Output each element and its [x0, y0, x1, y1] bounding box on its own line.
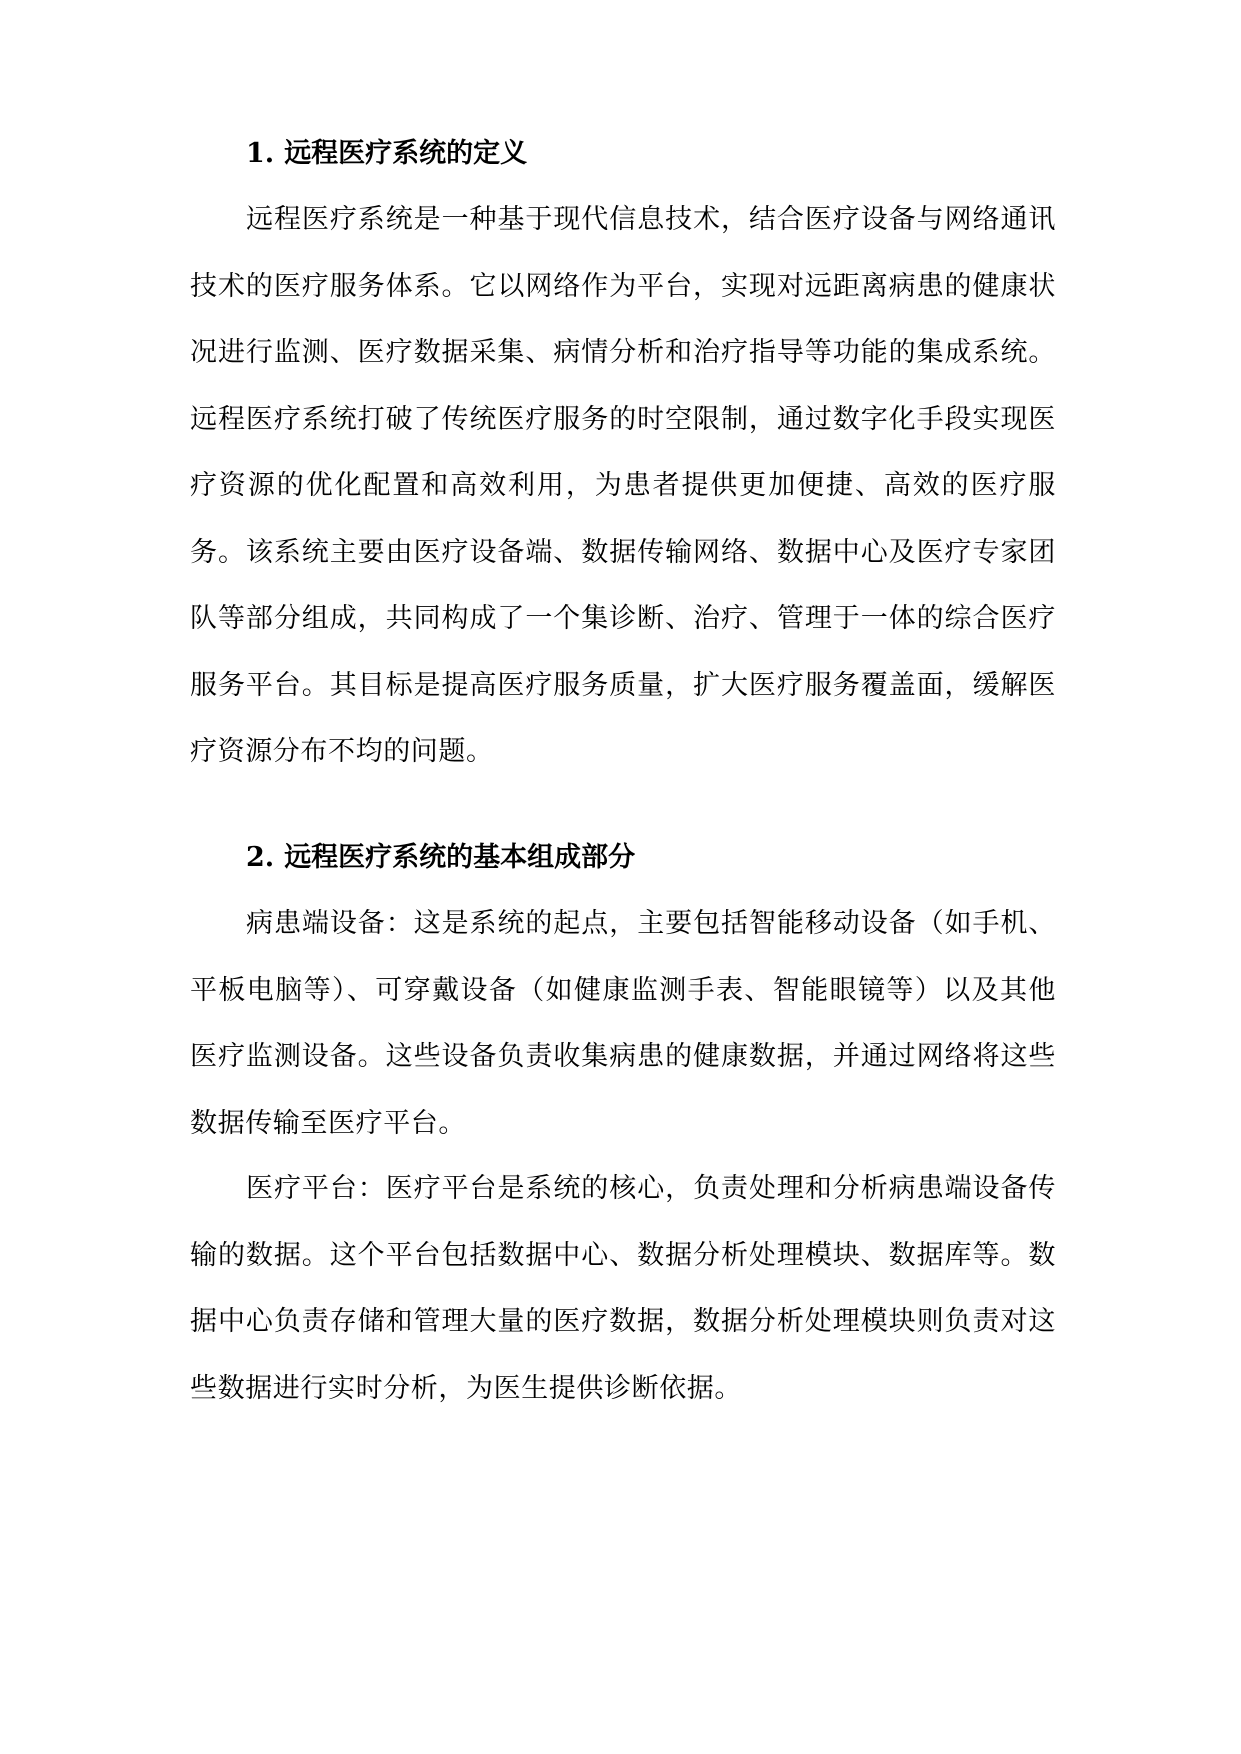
section-number: 1.: [246, 138, 275, 169]
document-page: [190, 0, 1056, 1754]
section-title: 远程医疗系统的定义: [284, 138, 528, 169]
section-number: 2.: [246, 842, 275, 873]
section-2-paragraph-2: 医疗平台：医疗平台是系统的核心，负责处理和分析病患端设备传输的数据。这个平台包括数据中心、数据分析处理模块、数据库等。数据中心负责存储和管理大量的医疗数据，数据分析处理模块则负责对这些数据进行实时分析，为医生提供诊断依据。: [190, 1173, 1056, 1404]
section-title: 远程医疗系统的基本组成部分: [284, 842, 636, 873]
section-2-paragraph-1: 病患端设备：这是系统的起点，主要包括智能移动设备（如手机、平板电脑等）、可穿戴设备（如健康监测手表、智能眼镜等）以及其他医疗监测设备。这些设备负责收集病患的健康数据，并通过网络将这些数据传输至医疗平台。: [190, 908, 1056, 1139]
section-1-paragraph-1: 远程医疗系统是一种基于现代信息技术，结合医疗设备与网络通讯技术的医疗服务体系。它以网络作为平台，实现对远距离病患的健康状况进行监测、医疗数据采集、病情分析和治疗指导等功能的集成系统。远程医疗系统打破了传统医疗服务的时空限制，通过数字化手段实现医疗资源的优化配置和高效利用，为患者提供更加便捷、高效的医疗服务。该系统主要由医疗设备端、数据传输网络、数据中心及医疗专家团队等部分组成，共同构成了一个集诊断、治疗、管理于一体的综合医疗服务平台。其目标是提高医疗服务质量，扩大医疗服务覆盖面，缓解医疗资源分布不均的问题。: [190, 204, 1056, 767]
section-heading-2: [246, 838, 635, 878]
section-heading-1: [246, 134, 527, 174]
